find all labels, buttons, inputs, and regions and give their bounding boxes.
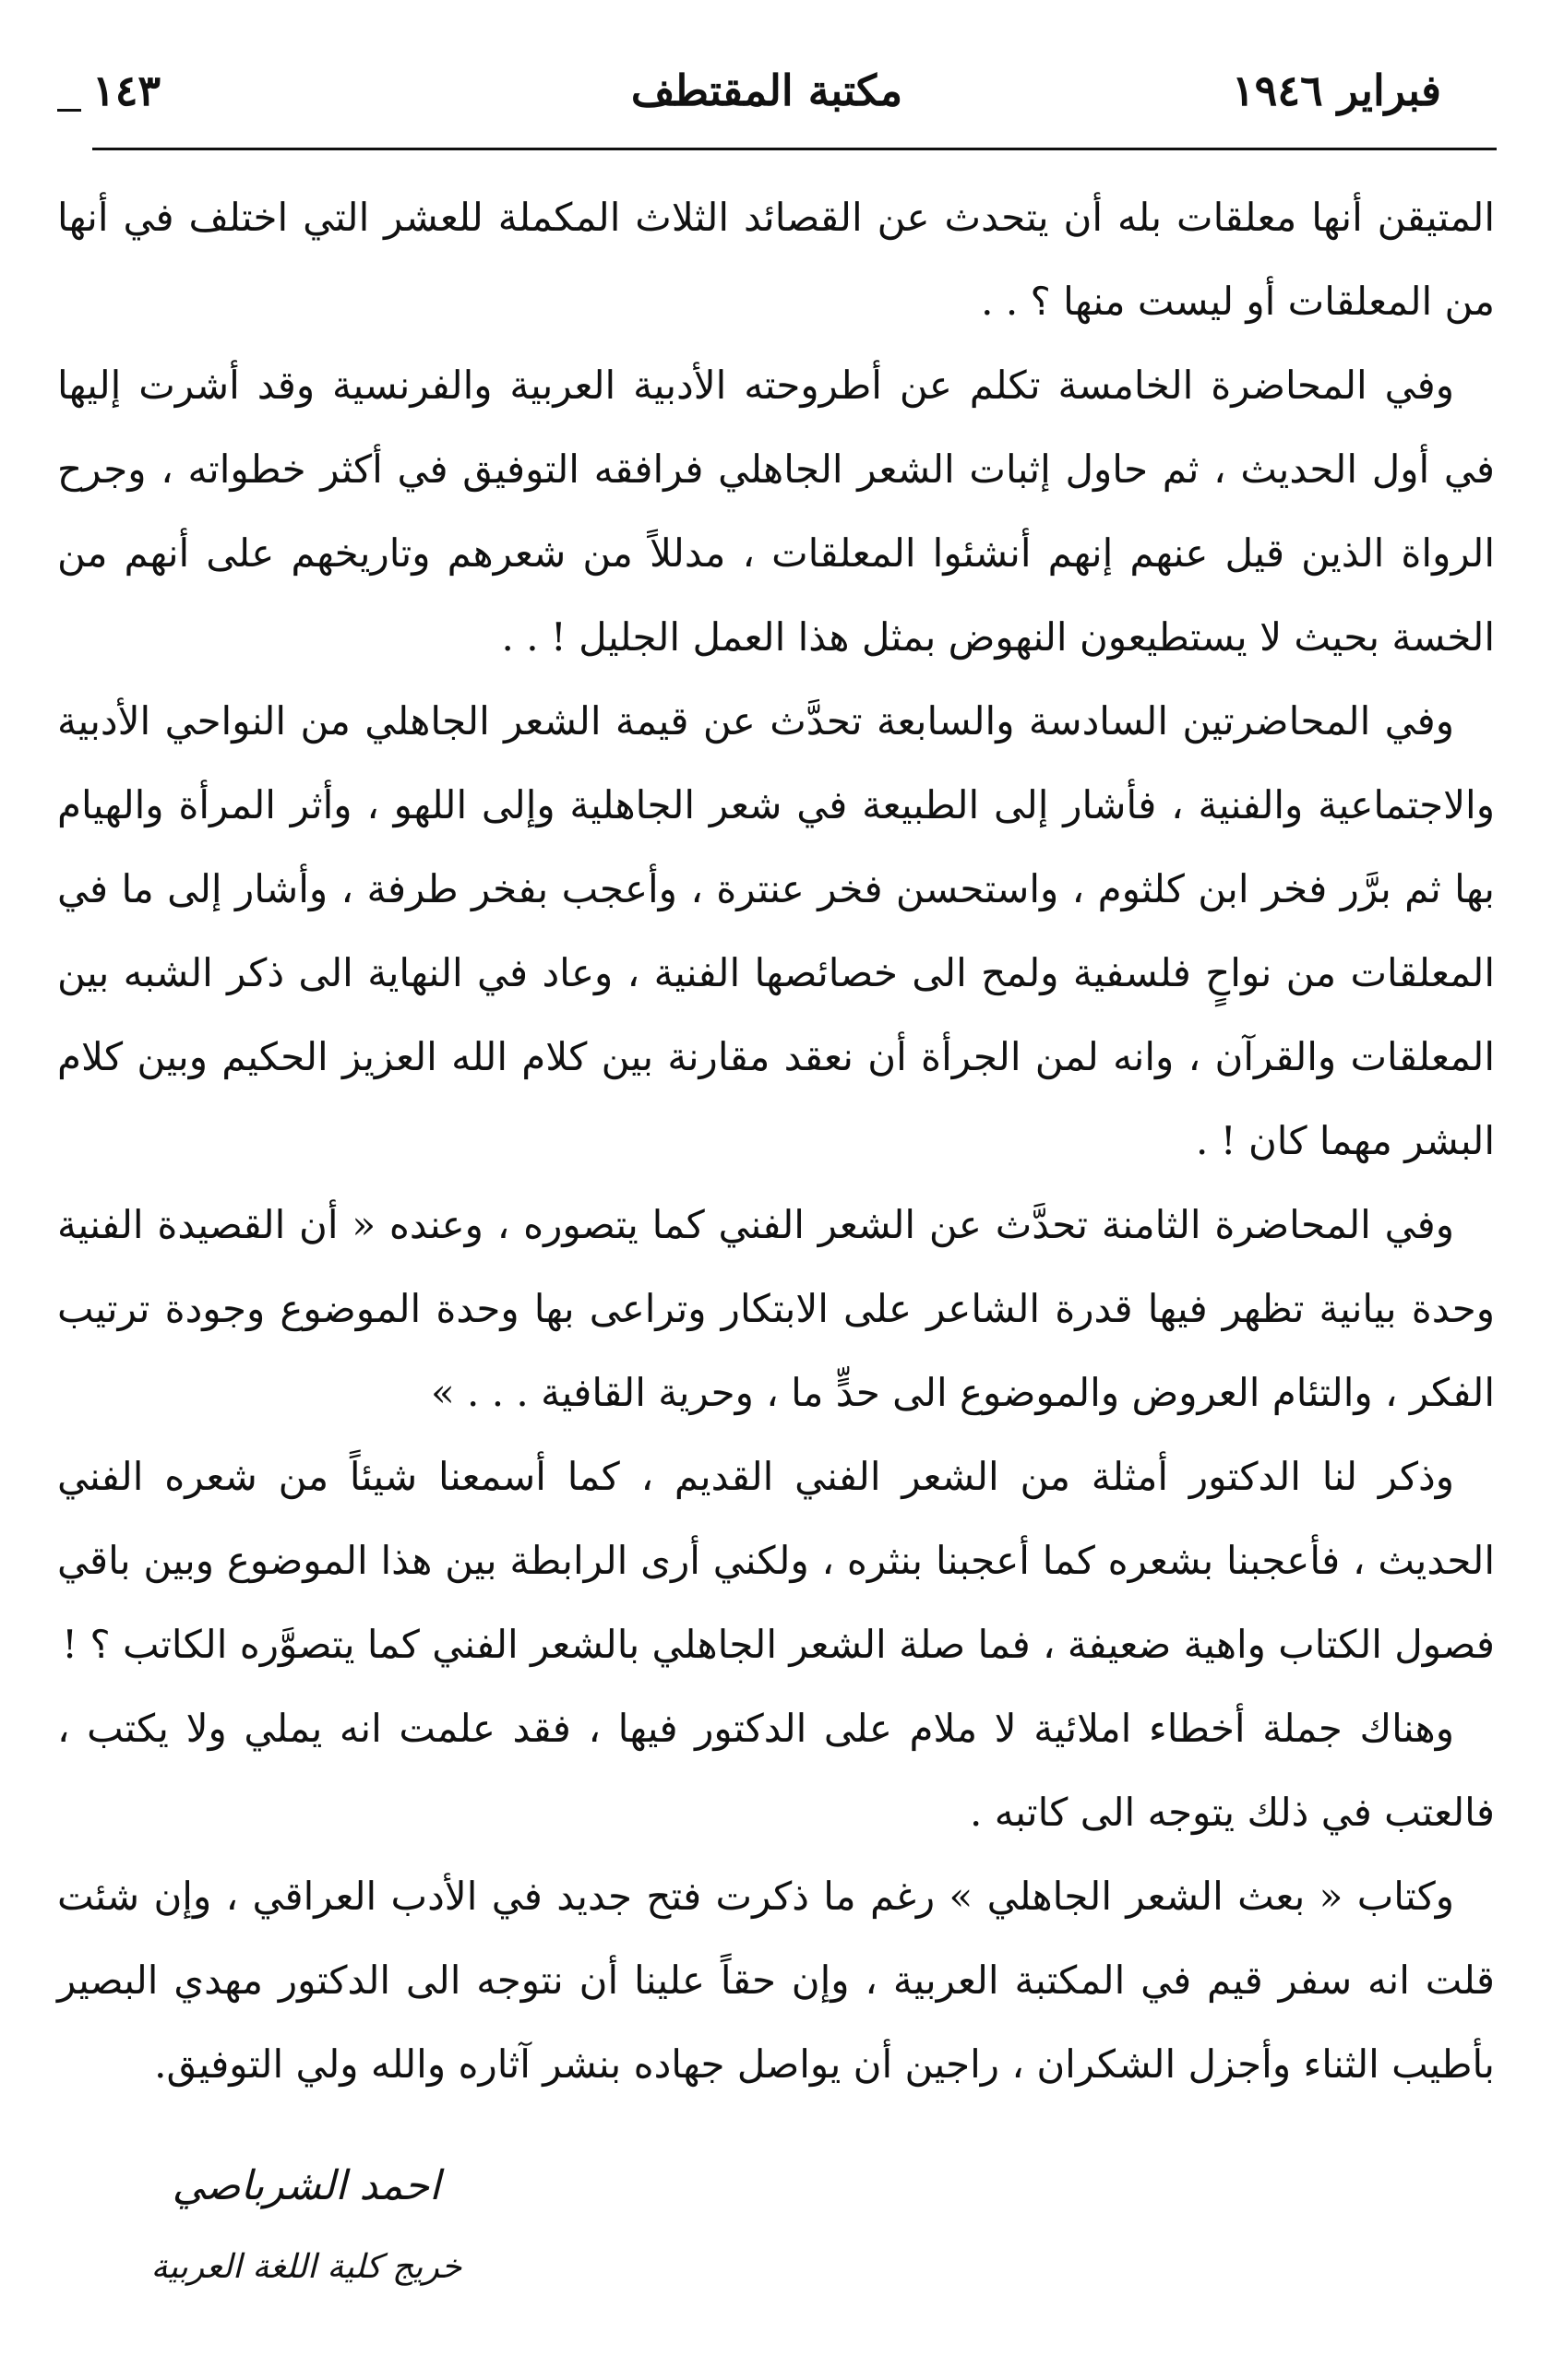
header-title: مكتبة المقتطف bbox=[630, 65, 903, 115]
header-rule bbox=[92, 148, 1497, 150]
author-signature bbox=[113, 2157, 500, 2304]
paragraph-5: وذكر لنا الدكتور أمثلة من الشعر الفني القديم ، كما أسمعنا شيئاً من شعره الفني الحديث ، فأعجبنا بشعره كما أعجبنا بنثره ، ولكني أرى الرابطة بين هذا الموضوع وبين باقي فصول الكتاب واهية ضعيفة ، فما صلة الشعر الجاهلي بالشعر الفني كما يتصوَّره الكاتب ؟ ! bbox=[57, 1454, 1495, 1667]
header-date: فبراير ١٩٤٦ bbox=[1231, 65, 1441, 115]
article-body bbox=[57, 175, 1495, 2106]
paragraph-3: وفي المحاضرتين السادسة والسابعة تحدَّث عن قيمة الشعر الجاهلي من النواحي الأدبية والاجتماعية والفنية ، فأشار إلى الطبيعة في شعر الجاهلية وإلى اللهو ، وأثر المرأة والهيام بها ثم برَّر فخر ابن كلثوم ، واستحسن فخر عنترة ، وأعجب بفخر طرفة ، وأشار إلى ما في المعلقات من نواحٍ فلسفية ولمح الى خصائصها الفنية ، وعاد في النهاية الى ذكر الشبه بين المعلقات والقرآن ، وانه لمن الجرأة أن نعقد مقارنة بين كلام الله العزيز الحكيم وبين كلام البشر مهما كان ! . bbox=[57, 698, 1495, 1163]
author-title: خريج كلية اللغة العربية bbox=[150, 2248, 462, 2286]
paragraph-7: وكتاب « بعث الشعر الجاهلي » رغم ما ذكرت فتح جديد في الأدب العراقي ، وإن شئت قلت انه سفر قيم في المكتبة العربية ، وإن حقاً علينا أن نتوجه الى الدكتور مهدي البصير بأطيب الثناء وأجزل الشكران ، راجين أن يواصل جهاده بنشر آثاره والله ولي التوفيق. bbox=[57, 1874, 1495, 2087]
running-header bbox=[92, 54, 1441, 127]
page-number: ١٤٣ bbox=[92, 65, 161, 115]
author-name: احمد الشرباصي bbox=[172, 2162, 441, 2209]
margin-dash bbox=[57, 109, 81, 112]
paragraph-6: وهناك جملة أخطاء املائية لا ملام على الدكتور فيها ، فقد علمت انه يملي ولا يكتب ، فالعتب في ذلك يتوجه الى كاتبه . bbox=[57, 1706, 1495, 1835]
paragraph-2: وفي المحاضرة الخامسة تكلم عن أطروحته الأدبية العربية والفرنسية وقد أشرت إليها في أول الحديث ، ثم حاول إثبات الشعر الجاهلي فرافقه التوفيق في أكثر خطواته ، وجرح الرواة الذين قيل عنهم إنهم أنشئوا المعلقات ، مدللاً من شعرهم وتاريخهم على أنهم من الخسة بحيث لا يستطيعون النهوض بمثل هذا العمل الجليل ! . . bbox=[57, 363, 1495, 660]
paragraph-1: المتيقن أنها معلقات بله أن يتحدث عن القصائد الثلاث المكملة للعشر التي اختلف في أنها من المعلقات أو ليست منها ؟ . . bbox=[57, 195, 1495, 324]
paragraph-4: وفي المحاضرة الثامنة تحدَّث عن الشعر الفني كما يتصوره ، وعنده « أن القصيدة الفنية وحدة بيانية تظهر فيها قدرة الشاعر على الابتكار وتراعى بها وحدة الموضوع وجودة ترتيب الفكر ، والتئام العروض والموضوع الى حدٍّ ما ، وحرية القافية . . . » bbox=[57, 1202, 1495, 1415]
